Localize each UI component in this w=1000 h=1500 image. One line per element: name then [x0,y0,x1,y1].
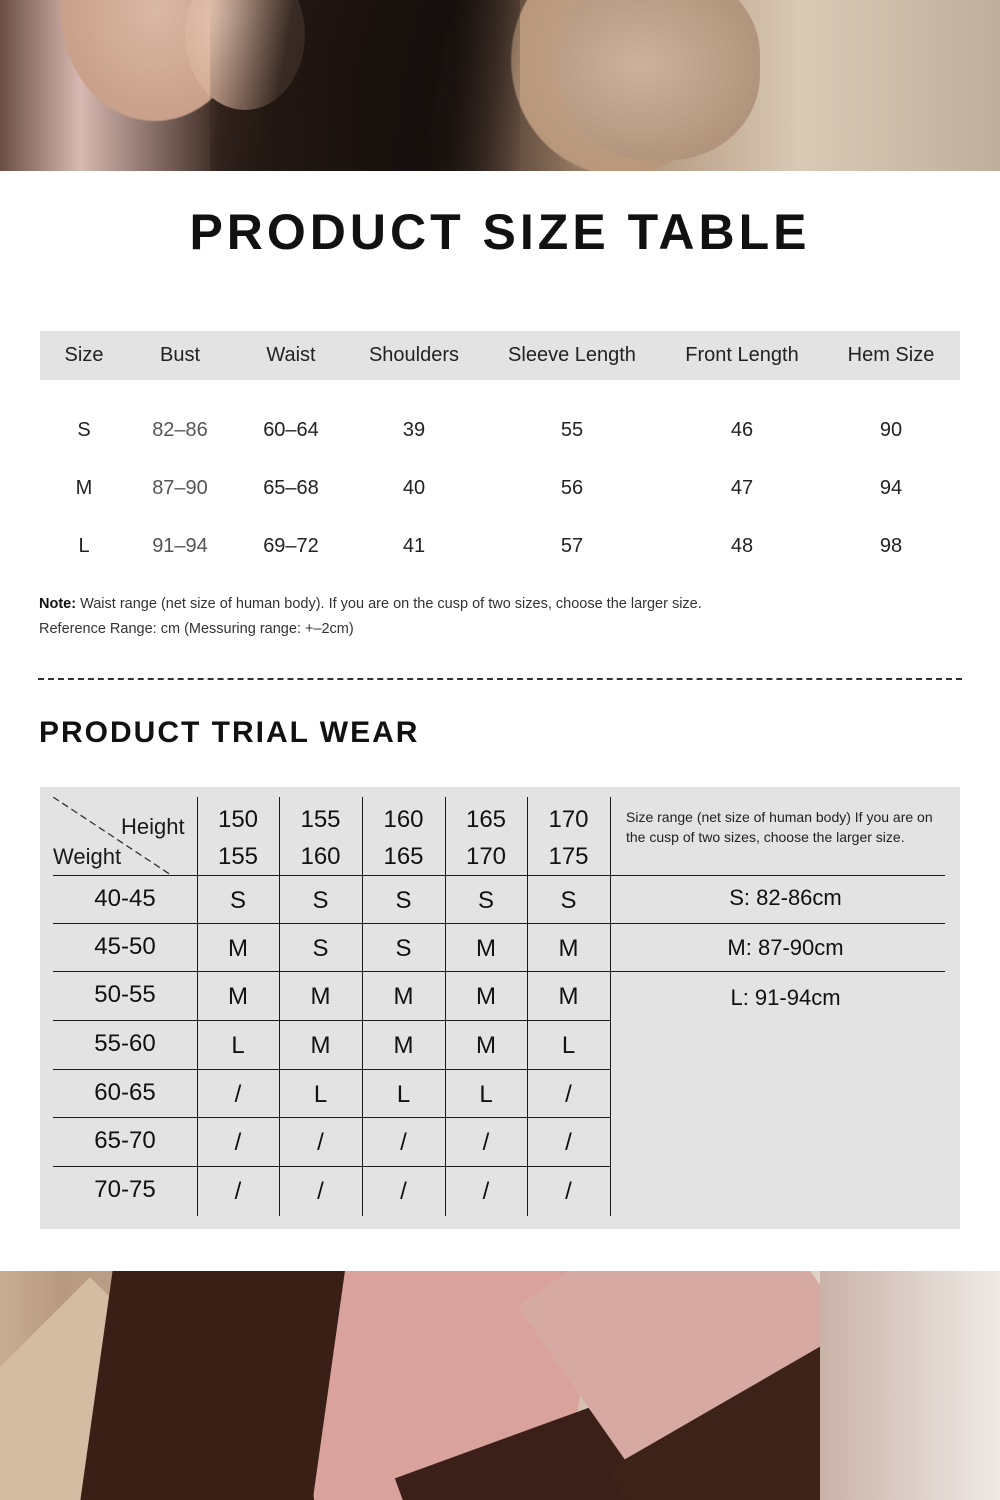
column-header-waist: Waist [266,344,316,366]
recommended-size-cell: / [400,1129,407,1156]
grid-horizontal-line [53,971,945,972]
size-cell-shoulders: 39 [402,419,426,441]
recommended-size-cell: S [395,887,412,914]
size-cell-front-length: 46 [730,419,754,441]
grid-horizontal-line [53,1069,610,1070]
recommended-size-cell: / [234,1129,242,1156]
size-note [39,596,702,612]
recommended-size-cell: M [228,935,248,962]
recommended-size-cell: / [565,1178,572,1205]
weight-range-label: 45-50 [94,933,156,960]
grid-horizontal-line [53,875,945,876]
height-range-bottom: 175 [548,843,589,870]
recommended-size-cell: M [310,1032,331,1059]
recommended-size-cell: / [482,1129,490,1156]
recommended-size-cell: M [558,983,579,1010]
height-range-top: 160 [383,806,424,833]
grid-horizontal-line [53,1020,610,1021]
size-range-note: Size range (net size of human body) If you are on the cusp of two sizes, choose the larger size. [626,809,933,845]
column-header-front-length: Front Length [685,344,799,366]
recommended-size-cell: S [312,935,329,962]
size-cell-waist: 65–68 [263,477,319,499]
height-range-top: 170 [548,806,589,833]
grid-horizontal-line [53,1166,610,1167]
height-range-top: 150 [217,806,259,833]
size-cell-front-length: 48 [730,535,754,557]
size-cell-size: L [78,535,90,557]
recommended-size-cell: L [479,1081,493,1108]
recommended-size-cell: / [234,1081,242,1108]
size-cell-waist: 60–64 [263,419,319,441]
recommended-size-cell: L [396,1081,411,1108]
size-cell-front-length: 47 [730,477,754,499]
size-cell-bust: 87–90 [152,477,208,499]
recommended-size-cell: M [476,983,496,1010]
size-cell-sleeve-length: 55 [560,419,584,441]
recommended-size-cell: S [560,887,577,914]
recommended-size-cell: M [393,1032,414,1059]
recommended-size-cell: / [400,1178,407,1205]
size-cell-size: S [77,419,91,441]
bust-range-label: M: 87-90cm [727,935,844,960]
sweater-photo-bottom [0,1271,1000,1500]
size-cell-hem-size: 98 [879,535,903,557]
recommended-size-cell: M [476,1032,496,1059]
weight-range-label: 70-75 [94,1176,156,1203]
size-cell-shoulders: 40 [402,477,426,499]
reference-range-note: Reference Range: cm (Messuring range: +–2cm) [39,621,354,637]
recommended-size-cell: M [558,935,579,962]
size-cell-hem-size: 94 [879,477,903,499]
height-range-bottom: 160 [300,843,341,870]
column-header-bust: Bust [159,344,201,366]
bust-range-label: L: 91-94cm [730,985,841,1010]
recommended-size-cell: M [310,983,331,1010]
column-header-size: Size [64,344,104,366]
weight-range-label: 60-65 [94,1079,156,1106]
height-range-bottom: 170 [465,843,507,870]
weight-range-label: 65-70 [94,1127,156,1154]
size-cell-bust: 91–94 [152,535,208,557]
column-header-hem-size: Hem Size [847,344,935,366]
height-range-bottom: 155 [217,843,259,870]
size-cell-size: M [75,477,93,499]
recommended-size-cell: / [565,1129,572,1156]
height-range-top: 155 [300,806,341,833]
recommended-size-cell: / [317,1178,324,1205]
grid-horizontal-line [53,923,945,924]
weight-range-label: 55-60 [94,1030,156,1057]
recommended-size-cell: M [476,935,496,962]
weight-range-label: 50-55 [94,981,156,1008]
model-photo-top [0,0,1000,171]
height-axis-label: Height [121,814,185,839]
recommended-size-cell: S [229,887,246,914]
trial-wear-title: PRODUCT TRIAL WEAR [39,716,420,749]
recommended-size-cell: L [231,1032,245,1059]
recommended-size-cell: M [393,983,414,1010]
column-header-shoulders: Shoulders [368,344,460,366]
bust-range-label: S: 82-86cm [729,885,842,910]
weight-axis-label: Weight [53,844,122,869]
recommended-size-cell: / [317,1129,324,1156]
column-header-sleeve-length: Sleeve Length [508,344,636,366]
recommended-size-cell: S [312,887,329,914]
size-cell-sleeve-length: 56 [560,477,584,499]
height-range-bottom: 165 [383,843,424,870]
size-cell-waist: 69–72 [263,535,319,557]
recommended-size-cell: / [482,1178,490,1205]
size-cell-sleeve-length: 57 [560,535,584,557]
weight-range-label: 40-45 [94,885,156,912]
recommended-size-cell: S [477,887,494,914]
page-title: PRODUCT SIZE TABLE [189,204,811,260]
recommended-size-cell: L [561,1032,576,1059]
size-cell-hem-size: 90 [879,419,903,441]
height-range-top: 165 [465,806,507,833]
size-cell-shoulders: 41 [402,535,426,557]
recommended-size-cell: / [234,1178,242,1205]
recommended-size-cell: L [313,1081,328,1108]
note-text: Waist range (net size of human body). If you are on the cusp of two sizes, choose the larger size. [80,596,702,612]
recommended-size-cell: M [228,983,248,1010]
size-cell-bust: 82–86 [152,419,208,441]
grid-horizontal-line [53,1117,610,1118]
recommended-size-cell: / [565,1081,572,1108]
recommended-size-cell: S [395,935,412,962]
section-divider [38,678,962,680]
note-label: Note: [39,596,77,612]
